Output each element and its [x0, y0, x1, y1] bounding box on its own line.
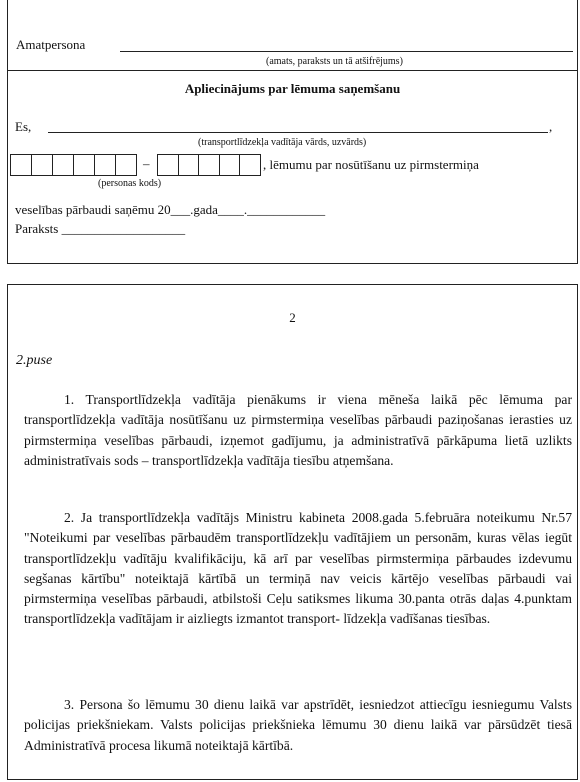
paragraph-3: 3. Persona šo lēmumu 30 dienu laikā var apstrīdēt, iesniedzot attiecīgu iesniegumu Valsts policijas priekšniekam. Valsts policijas priekšnieka lēmumu 30 dienu laikā var pārsūdzēt tiesā Administratīvā procesa likumā noteiktajā kārtībā.	[24, 697, 572, 753]
paragraph-2: 2. Ja transportlīdzekļa vadītājs Ministru kabineta 2008.gada 5.februāra noteikumu Nr.57 "Noteikumi par veselības pārbaudēm transportlīdzekļu vadītājiem un personām, kuras vēlas iegūt transportlīdzekļu vadītāju kvalifikāciju, kā arī par veselības pirmstermiņa pārbaudes izdevumu segšanas kārtību" noteiktajā kārtībā un termiņā nav veicis kārtējo veselības pārbaudi vai pirmstermiņa veselības pārbaudi, atbilstoši Ceļu satiksmes likuma 30.panta otrās daļas 4.punktam transportlīdzekļa vadītājam ir aizliegts izmantot transport- līdzekļa vadīšanas tiesības.	[24, 510, 572, 627]
personal-code-part1-boxes[interactable]	[10, 154, 137, 176]
signature-line: Paraksts ___________________	[15, 221, 186, 236]
personal-code-part2-boxes[interactable]	[157, 154, 261, 176]
paragraph-1: 1. Transportlīdzekļa vadītāja pienākums ir viena mēneša laikā pēc lēmuma par transportlīdzekļa vadītāja nosūtīšanu uz pirmstermiņa veselības pārbaudi paziņošanas ierasties uz pirmstermiņa veselības pārbaudi, izņemot gadījumu, ja administratīvā pārkāpuma lietā uzlikts administratīvais sods – transportlīdzekļa vadītāja tiesību atņemšana.	[24, 392, 572, 468]
receipt-title: Apliecinājums par lēmuma saņemšanu	[184, 81, 401, 96]
section-divider	[8, 70, 577, 71]
driver-name-line	[48, 132, 548, 133]
official-caption: (amats, paraksts un tā atšifrējums)	[266, 56, 403, 67]
page-two-box	[7, 284, 578, 780]
decision-text: , lēmumu par nosūtīšanu uz pirmstermiņa	[263, 157, 479, 172]
page-number: 2	[289, 310, 296, 325]
official-signature-line	[120, 51, 573, 52]
es-trailing-comma: ,	[549, 119, 553, 134]
driver-caption: (transportlīdzekļa vadītāja vārds, uzvārds)	[198, 137, 367, 148]
side-label: 2.puse	[16, 353, 53, 368]
personal-code-caption: (personas kods)	[98, 178, 162, 189]
received-date-line: veselības pārbaudi saņēmu 20___.gada____.____________	[15, 202, 326, 217]
code-dash: –	[143, 156, 150, 171]
es-label: Es,	[15, 119, 32, 134]
official-label: Amatpersona	[16, 37, 86, 52]
